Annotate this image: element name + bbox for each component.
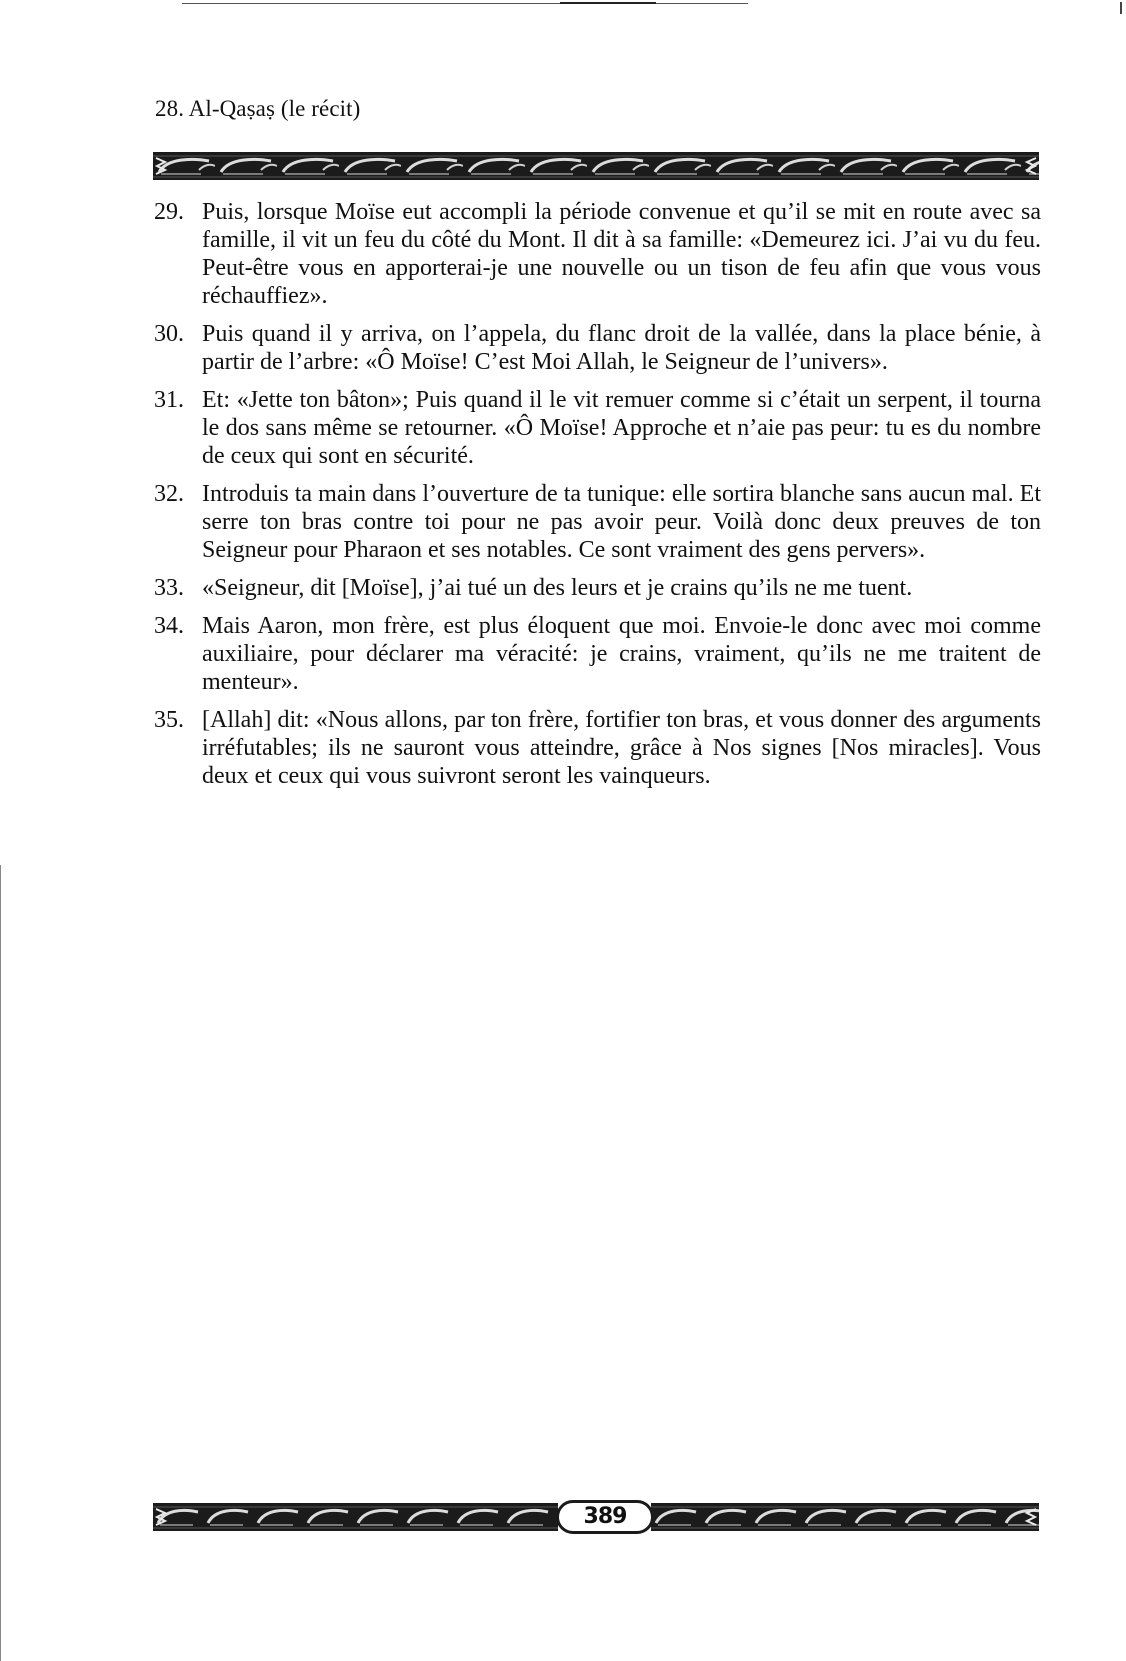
verse-35 [154,706,1041,790]
verse-list [154,198,1041,800]
verse-34 [154,612,1041,696]
ornament-band-top-pattern [153,152,1039,180]
verse-number: 35. [154,707,184,733]
ornament-band-bottom-right-pattern [651,1503,1039,1531]
verse-text: Puis, lorsque Moïse eut accompli la période convenue et qu’il se mit en route avec sa famille, il vit un feu du côté du Mont. Il dit à sa famille: «Demeurez ici. J’ai vu du feu. Peut-être vous en apporterai-je une nouvelle ou un tison de feu afin que vous vous réchauffiez». [202,199,1041,309]
verse-number: 32. [154,481,184,507]
ornament-band-bottom-right [651,1503,1039,1531]
page-number: 389 [556,1500,654,1534]
running-head: 28. Al-Qaṣaṣ (le récit) [155,96,361,121]
verse-32 [154,480,1041,564]
verse-text: Et: «Jette ton bâton»; Puis quand il le vit remuer comme si c’était un serpent, il tourna le dos sans même se retourner. «Ô Moïse! Approche et n’aie pas peur: tu es du nombre de ceux qui sont en sécurité. [202,387,1041,469]
verse-text: Introduis ta main dans l’ouverture de ta tunique: elle sortira blanche sans aucun mal. Et serre ton bras contre toi pour ne pas avoir peur. Voilà donc deux preuves de ton Seigneur pour Pharaon et ses notables. Ce sont vraiment des gens pervers». [202,481,1041,563]
verse-text: «Seigneur, dit [Moïse], j’ai tué un des leurs et je crains qu’ils ne me tuent. [202,575,913,601]
verse-29 [154,198,1041,310]
verse-text: Puis quand il y arriva, on l’appela, du flanc droit de la vallée, dans la place bénie, à partir de l’arbre: «Ô Moïse! C’est Moi Allah, le Seigneur de l’univers». [202,321,1041,375]
verse-number: 33. [154,575,184,601]
top-rule-accent [560,2,656,4]
verse-text: Mais Aaron, mon frère, est plus éloquent que moi. Envoie-le donc avec moi comme auxiliaire, pour déclarer ma véracité: je crains, vraiment, qu’ils ne me traitent de menteur». [202,613,1041,695]
ornament-band-bottom-left-pattern [153,1503,558,1531]
verse-33 [154,574,1041,602]
top-rule [182,3,748,4]
left-margin-line [0,865,1,1661]
ornament-band-bottom-left [153,1503,558,1531]
verse-number: 34. [154,613,184,639]
corner-mark [1120,2,1122,14]
verse-number: 31. [154,387,184,413]
verse-number: 29. [154,199,184,225]
verse-number: 30. [154,321,184,347]
verse-text: [Allah] dit: «Nous allons, par ton frère, fortifier ton bras, et vous donner des arguments irréfutables; ils ne sauront vous atteindre, grâce à Nos signes [Nos miracles]. Vous deux et ceux qui vous suivront seront les vainqueurs. [202,707,1041,789]
verse-31 [154,386,1041,470]
verse-30 [154,320,1041,376]
ornament-band-top [153,152,1039,180]
